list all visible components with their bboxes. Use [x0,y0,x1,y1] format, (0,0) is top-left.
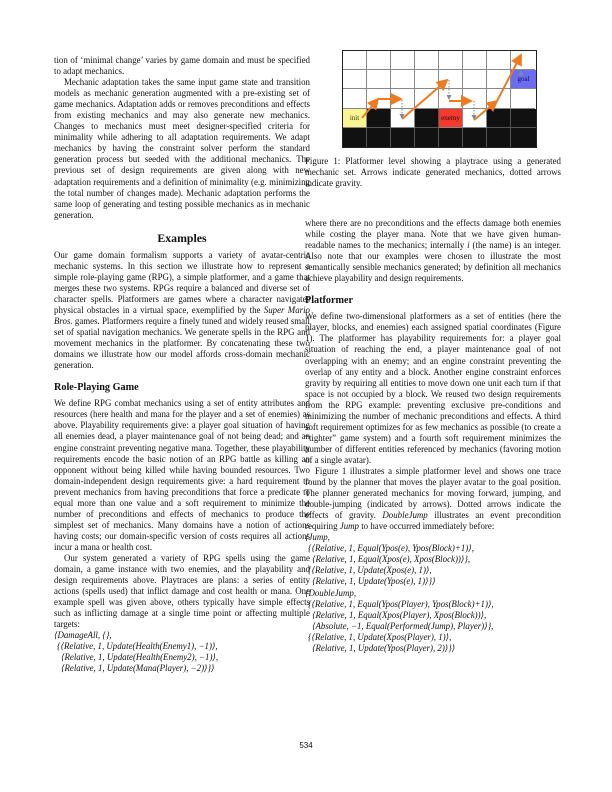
left-column [54,55,310,674]
paragraph-platformer-figure: Figure 1 illustrates a simple platformer level and shows one trace found by the planner that moves the player avatar to the goal position. The planner generated mechanics for moving forward, jumping, and double-jumping (indicated by arrows). Dotted arrows indicate the effects of gravity. DoubleJump illustrates an event precondition requiring Jump to have occurred immediately before: [305,465,561,532]
enemy-cell: enemy [439,109,463,128]
paragraph-platformer-definition: We define two-dimensional platformers as a set of entities (here the player, blocks, and enemies) each assigned spatial coordinates (Figure 1). The platformer has playability requirements for: a player goal situation of reaching the end, a player maintenance goal of not overlapping with an enemy; and an engine constraint preventing the overlap of any entity and a block. Another engine constraint enforces gravity by requiring all entities to move down one unit each turn if that space is not occupied by a block. We reused two design requirements from the RPG example: preventing exclusive pre-conditions and minimizing the number of mechanic preconditions and effects. A third soft requirement optimizes for as few mechanics as possible (to create a “tighter” game system) and a fourth soft requirement minimizes the number of different entities referenced by mechanics (favoring motion of a single avatar). [305,311,561,465]
mechanic-arrows [362,55,521,120]
paragraph-rpg-definition: We define RPG combat mechanics using a set of entity attributes and resources (here health and mana for the player and a set of enemies) as above. Playability requirements give: a player goal situation of having all enemies dead, a player maintenance goal of not being dead; and an engine constraint preventing negative mana. Together, these playability requirements encode the basic notion of an RPG battle as killing an opponent without being killed while having bounded resources. Two domain-independent design requirements give: a hard requirement to prevent mechanics from having preconditions that force a predicate to equal more than one value and a soft requirement to minimize the number of preconditions and effects of mechanics to produce the simplest set of mechanics. Many domains have a notion of actions having costs; our domain-specific version of costs requires all actions incur a mana or health cost. [54,398,310,552]
init-cell: init [343,109,367,128]
right-column [305,218,561,654]
gravity-arrows [402,71,521,119]
page-number: 534 [299,741,313,750]
paragraph-rpg-spells: Our system generated a variety of RPG spells using the game domain, a game instance with two enemies, and the playability and design requirements above. Playtraces are plans: a series of entity actions (spells used) that inflict damage and cost health or mana. One example spell was given above, others typically have simple effects such as inflicting damage at a single time point or affecting multiple targets: [54,552,310,630]
platformer-level-grid [342,50,537,148]
playtrace-arrows [343,51,536,147]
paragraph-mechanic-adaptation: Mechanic adaptation takes the same input game state and transition models as mechanic generation augmented with a pre-existing set of game mechanics. Adaptation adds or removes preconditions and effects from existing mechanics and may also generate new mechanics. Changes to mechanics must meet designer-specified criteria for minimality while adhering to all adaptation requirements. We adapt mechanics by having the constraint solver perform the standard generation process but seeded with the additional mechanics. The previous set of design requirements are given along with new adaptation requirements and a definition of minimality (e.g. minimizing the total number of changes made). Mechanic adaptation performs the same loop of generating and testing possible mechanics as in mechanic generation. [54,77,310,220]
subsection-heading-platformer: Platformer [305,295,354,307]
goal-cell: goal [511,70,536,89]
paragraph: tion of ‘minimal change’ varies by game domain and must be specified to adapt mechanics. [54,55,310,77]
figure-1 [305,50,561,189]
subsection-heading-rpg: Role-Playing Game [54,382,139,394]
math-jump-doublejump: ⟨Jump, {⟨Relative, 1, Equal(Ypos(e), Ypos(Block)+1)⟩, ⟨Relative, 1, Equal(Xpos(e), Xpos(Block))⟩}, {⟨Relative, 1, Update(Xpos(e), 1)⟩, ⟨Relative, 1, Update(Ypos(e), 1)⟩}⟩ ⟨DoubleJump, {⟨Relative, 1, Equal(Ypos(Player), Ypos(Block)+1)⟩, ⟨Relative, 1, Equal(Xpos(Player), Xpos(Block))⟩, ⟨Absolute, −1, Equal(Performed(Jump), Player)⟩}, {⟨Relative, 1, Update(Xpos(Player), 1)⟩, ⟨Relative, 1, Update(Ypos(Player), 2)⟩}⟩ [305,532,494,653]
math-damageall: ⟨DamageAll, {}, {⟨Relative, 1, Update(Health(Enemy1), −1)⟩, ⟨Relative, 1, Update(Health(Enemy2), −1)⟩, ⟨Relative, 1, Update(Mana(Player), −2)⟩}⟩ [54,630,219,674]
section-heading-examples: Examples [157,230,207,245]
paragraph-examples: Our game domain formalism supports a variety of avatar-centric mechanic systems. In this section we illustrate how to represent a simple role-playing game (RPG), a simple platformer, and a game that merges these two systems. RPGs require a balanced and diverse set of character spells. Platformers are games where a character navigates physical obstacles in a virtual space, exemplified by the Super Mario Bros. games. Platformers require a finely tuned and widely reused small set of spatial navigation mechanics. We generate spells in the RPG and movement mechanics in the platformer. By concatenating these two domains we illustrate how our model affords cross-domain mechanic generation. [54,249,310,371]
figure-caption: Figure 1: Platformer level showing a playtrace using a generated mechanic set. Arrows indicate generated mechanics, dotted arrows indicate gravity. [305,156,561,189]
paragraph: where there are no preconditions and the effects damage both enemies while costing the player mana. Note that we have given human-readable names to the mechanics; internally i (the name) is an integer. Also note that our examples were chosen to illustrate the most semantically sensible mechanics generated; by definition all mechanics achieve playability and design requirements. [305,218,561,284]
